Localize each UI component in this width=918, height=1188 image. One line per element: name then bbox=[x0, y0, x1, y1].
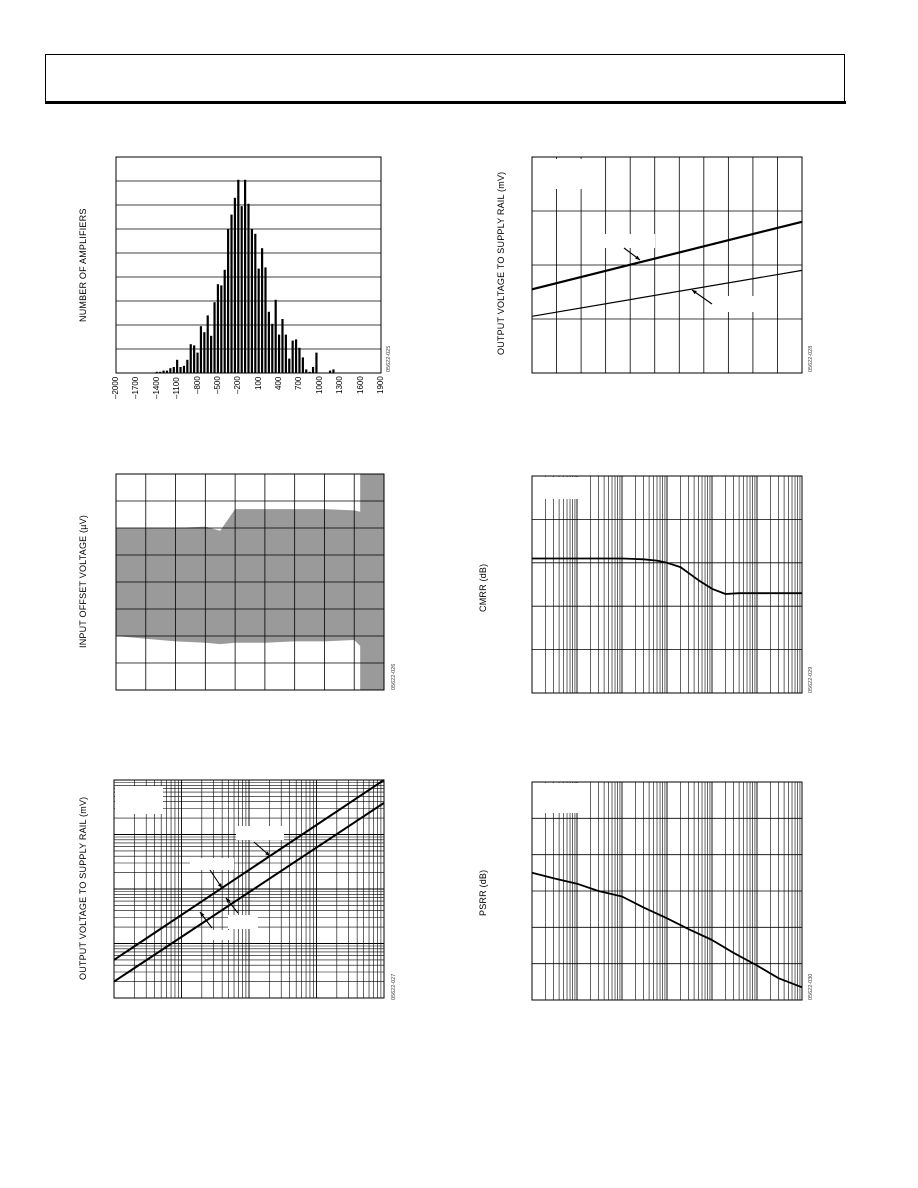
fig27-figure-id: 05622-027 bbox=[391, 973, 397, 1000]
fig29-y-label: CMRR (dB) bbox=[478, 563, 488, 612]
fig25-x-tick-label: 1000 bbox=[314, 376, 324, 395]
fig25-bar bbox=[264, 267, 266, 373]
fig25-bar bbox=[298, 348, 300, 373]
fig25-bar bbox=[312, 367, 314, 373]
fig26-offset-band bbox=[116, 509, 384, 676]
fig25-y-label: NUMBER OF AMPLIFIERS bbox=[78, 208, 88, 322]
fig25-bar bbox=[227, 229, 229, 373]
fig25-figure-id: 05622-025 bbox=[386, 345, 392, 372]
fig26-figure-id: 05622-026 bbox=[391, 663, 397, 690]
fig25-bar bbox=[176, 360, 178, 373]
fig28-y-label: OUTPUT VOLTAGE TO SUPPLY RAIL (mV) bbox=[496, 171, 506, 355]
fig29-cmrr-chart bbox=[532, 476, 802, 693]
fig28-arrow-2-head bbox=[692, 290, 697, 294]
fig25-bar bbox=[203, 332, 205, 373]
fig25-bar bbox=[247, 204, 249, 373]
fig25-x-tick-label: 100 bbox=[253, 376, 263, 390]
fig25-bar bbox=[166, 371, 168, 373]
fig25-bar bbox=[162, 371, 164, 373]
fig25-bar bbox=[268, 312, 270, 373]
fig29-legend-blank bbox=[533, 477, 585, 499]
fig25-bar bbox=[224, 270, 226, 373]
fig25-x-tick-label: 700 bbox=[294, 376, 304, 390]
fig25-x-tick-label: 1300 bbox=[335, 376, 345, 395]
fig26-y-label: INPUT OFFSET VOLTAGE (µV) bbox=[78, 514, 88, 648]
fig25-bar bbox=[193, 345, 195, 373]
fig25-bar bbox=[220, 285, 222, 373]
fig27-loglog-chart bbox=[114, 780, 384, 998]
fig30-legend-blank bbox=[533, 783, 583, 813]
fig25-bar bbox=[261, 248, 263, 373]
fig25-bar bbox=[196, 353, 198, 373]
fig25-x-tick-label: 1900 bbox=[376, 376, 385, 395]
fig25-bar bbox=[254, 234, 256, 373]
fig30-figure-id: 05622-030 bbox=[808, 973, 814, 1000]
fig28-series-line bbox=[532, 222, 802, 289]
fig25-bar bbox=[234, 198, 236, 373]
fig25-bar bbox=[278, 335, 280, 373]
fig25-x-tick-label: 1600 bbox=[355, 376, 365, 395]
fig25-x-tick-label: –1700 bbox=[131, 376, 141, 399]
fig28-linear-chart bbox=[532, 157, 802, 373]
fig28-series-line bbox=[532, 270, 802, 316]
fig25-bar bbox=[241, 206, 243, 373]
fig30-y-label: PSRR (dB) bbox=[478, 869, 488, 916]
fig29-figure-id: 05622-029 bbox=[808, 666, 814, 693]
fig25-bar bbox=[305, 369, 307, 373]
fig28-label-blank-1 bbox=[603, 234, 655, 248]
fig28-label-blank-2 bbox=[712, 296, 760, 312]
fig25-bar bbox=[315, 353, 317, 373]
fig25-bar bbox=[213, 302, 215, 373]
fig25-bar bbox=[302, 357, 304, 373]
fig25-bar bbox=[285, 335, 287, 373]
fig25-bar bbox=[207, 315, 209, 373]
fig27-label-blank-1 bbox=[236, 826, 284, 840]
fig30-psrr-chart bbox=[532, 782, 802, 1000]
fig25-bar bbox=[179, 367, 181, 373]
fig28-figure-id: 05622-028 bbox=[808, 345, 814, 372]
fig25-bar bbox=[230, 215, 232, 373]
fig25-bar bbox=[295, 339, 297, 373]
fig25-x-tick-label: –500 bbox=[212, 376, 222, 395]
fig25-x-tick-label: –1100 bbox=[172, 377, 182, 399]
fig25-bar bbox=[183, 366, 185, 373]
fig25-bar bbox=[288, 359, 290, 373]
fig25-bar bbox=[329, 371, 331, 373]
fig25-bar bbox=[309, 372, 311, 373]
fig25-bar bbox=[169, 368, 171, 373]
fig25-bar bbox=[237, 180, 239, 373]
fig25-bar bbox=[173, 367, 175, 373]
fig25-bar bbox=[292, 341, 294, 373]
fig25-bar bbox=[186, 360, 188, 373]
fig25-bar bbox=[156, 372, 158, 373]
fig27-y-label: OUTPUT VOLTAGE TO SUPPLY RAIL (mV) bbox=[78, 796, 88, 980]
fig25-x-tick-label: –1400 bbox=[151, 376, 161, 399]
fig26-offset-band-chart bbox=[116, 474, 384, 690]
fig25-bar bbox=[275, 300, 277, 373]
fig27-legend-blank bbox=[115, 786, 163, 814]
fig25-legend-blank bbox=[117, 158, 187, 180]
fig25-bar bbox=[217, 284, 219, 373]
fig25-bar bbox=[332, 369, 334, 373]
fig27-label-blank-2 bbox=[190, 858, 234, 870]
fig25-bar bbox=[190, 344, 192, 373]
fig27-label-blank-4 bbox=[208, 930, 232, 940]
fig28-legend-blank bbox=[533, 159, 583, 189]
fig25-bar bbox=[258, 269, 260, 373]
fig25-bar bbox=[200, 326, 202, 373]
fig26-legend-blank bbox=[118, 476, 144, 484]
fig27-label-blank-3 bbox=[228, 915, 258, 929]
fig25-x-tick-label: –800 bbox=[192, 376, 202, 395]
fig25-x-tick-label: 400 bbox=[274, 376, 284, 390]
fig25-bar bbox=[210, 336, 212, 373]
fig25-bar bbox=[251, 229, 253, 373]
fig25-x-tick-label: –2000 bbox=[111, 376, 120, 399]
fig25-bar bbox=[159, 372, 161, 373]
fig25-bar bbox=[281, 319, 283, 373]
fig25-histogram bbox=[116, 157, 381, 373]
fig27-arrow-2-head bbox=[218, 883, 222, 888]
fig25-bar bbox=[244, 180, 246, 373]
fig25-x-tick-label: –200 bbox=[233, 376, 243, 395]
fig25-bar bbox=[271, 324, 273, 373]
